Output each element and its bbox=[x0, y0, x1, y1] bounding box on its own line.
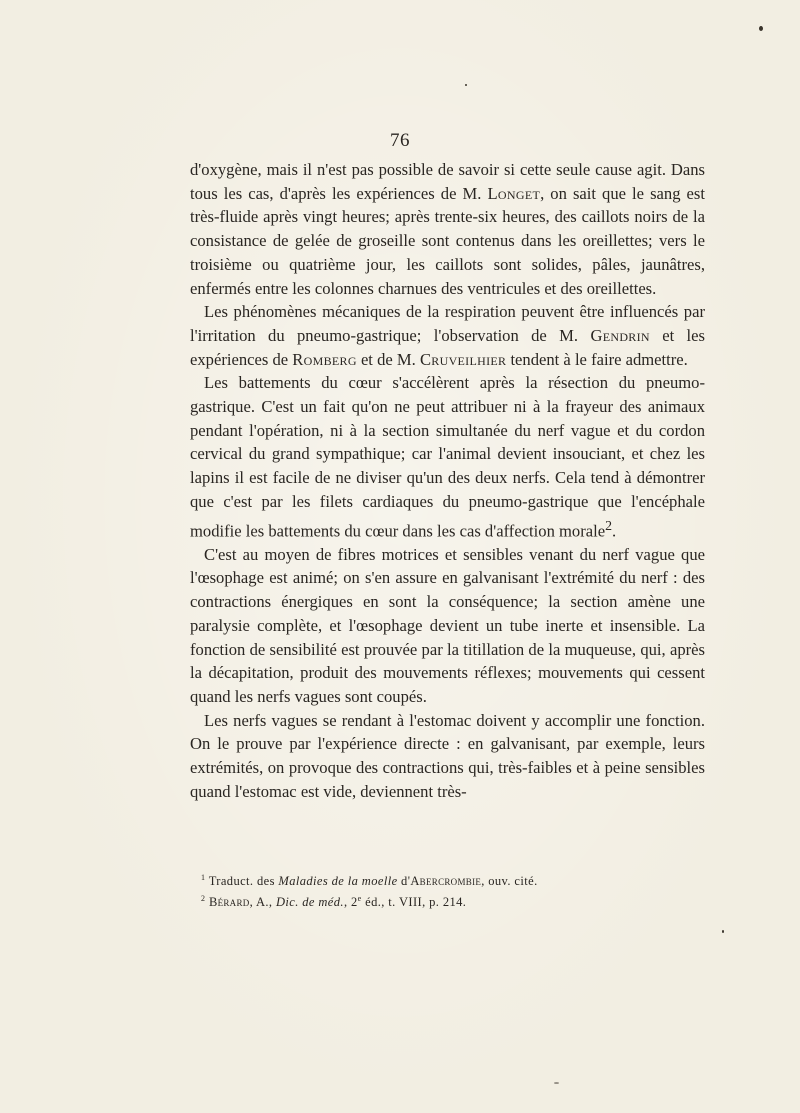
paragraph: d'oxygène, mais il n'est pas possible de savoir si cette seule cause agit. Dans tous les cas, d'après les expériences de M. Longet, on sait que le sang est très-fluide après vingt heures; après trente-six heures, des caillots noirs de la consistance de gelée de groseille sont contenus dans les oreillettes; vers le troisième ou quatrième jour, les caillots sont solides, pâles, jaunâtres, enfermés entre les colonnes charnues des ventricules et des oreillettes. bbox=[190, 160, 705, 298]
author-name: Abercrombie bbox=[410, 874, 482, 889]
footnotes bbox=[190, 869, 705, 911]
author-name: Gendrin bbox=[590, 325, 650, 345]
author-name: Longet bbox=[487, 183, 541, 203]
author-name: Romberg bbox=[292, 349, 357, 369]
body-text bbox=[190, 158, 705, 804]
paragraph: Les nerfs vagues se rendant à l'estomac doivent y accomplir une fonction. On le prouve par l'expérience directe : en galvanisant, par exemple, leurs extrémités, on provoque des contractions qui, très-faibles et à peine sensibles quand l'estomac est vide, deviennent très- bbox=[190, 710, 705, 801]
italic-title: Dic. de méd. bbox=[275, 895, 344, 910]
paragraph: Les battements du cœur s'accélèrent après la résection du pneumo-gastrique. C'est un fait qu'on ne peut attribuer ni à la frayeur des animaux pendant l'opération, ni à la section simultanée du nerf vague et du cordon cervical du grand sympathique; car l'animal devient insouciant, et chez les lapins il est facile de ne diviser qu'un des deux nerfs. Cela tend à démontrer que c'est par les filets cardiaques du pneumo-gastrique que l'encéphale modifie les battements du cœur dans les cas d'affection morale$^2$. bbox=[190, 373, 705, 541]
superscript: e bbox=[357, 894, 362, 904]
author-name: Cruveilhier bbox=[419, 349, 507, 369]
superscript: 2 bbox=[605, 517, 613, 533]
paper-speck bbox=[722, 930, 724, 933]
italic-title: Maladies de la moelle bbox=[278, 874, 398, 889]
author-name: Bérard bbox=[208, 895, 250, 910]
paragraph: Les phénomènes mécaniques de la respiration peuvent être influencés par l'irritation du pneumo-gastrique; l'observation de M. Gendrin et les expériences de Romberg et de M. Cruveilhier tendent à le faire admettre. bbox=[190, 302, 705, 369]
footnote: $^1$ Traduct. des Maladies de la moelle d'Abercrombie, ouv. cité. bbox=[201, 873, 538, 889]
superscript: 2 bbox=[201, 894, 206, 904]
paper-speck bbox=[554, 1082, 559, 1084]
paper-speck bbox=[465, 84, 467, 86]
page-number: 76 bbox=[390, 130, 410, 151]
superscript: 1 bbox=[201, 873, 206, 882]
paper-speck bbox=[759, 26, 763, 31]
paragraph: C'est au moyen de fibres motrices et sensibles venant du nerf vague que l'œsophage est animé; on s'en assure en galvanisant l'extrémité du nerf : des contractions énergiques en sont la conséquence; la section amène une paralysie complète, et l'œsophage devient un tube inerte et insensible. La fonction de sensibilité est prouvée par la titillation de la muqueuse, qui, après la décapitation, produit des mouvements réflexes; mouvements qui cessent quand les nerfs vagues sont coupés. bbox=[190, 544, 705, 706]
footnote: $^2$ Bérard, A., Dic. de méd., 2e éd., t. VIII, p. 214. bbox=[201, 894, 467, 910]
